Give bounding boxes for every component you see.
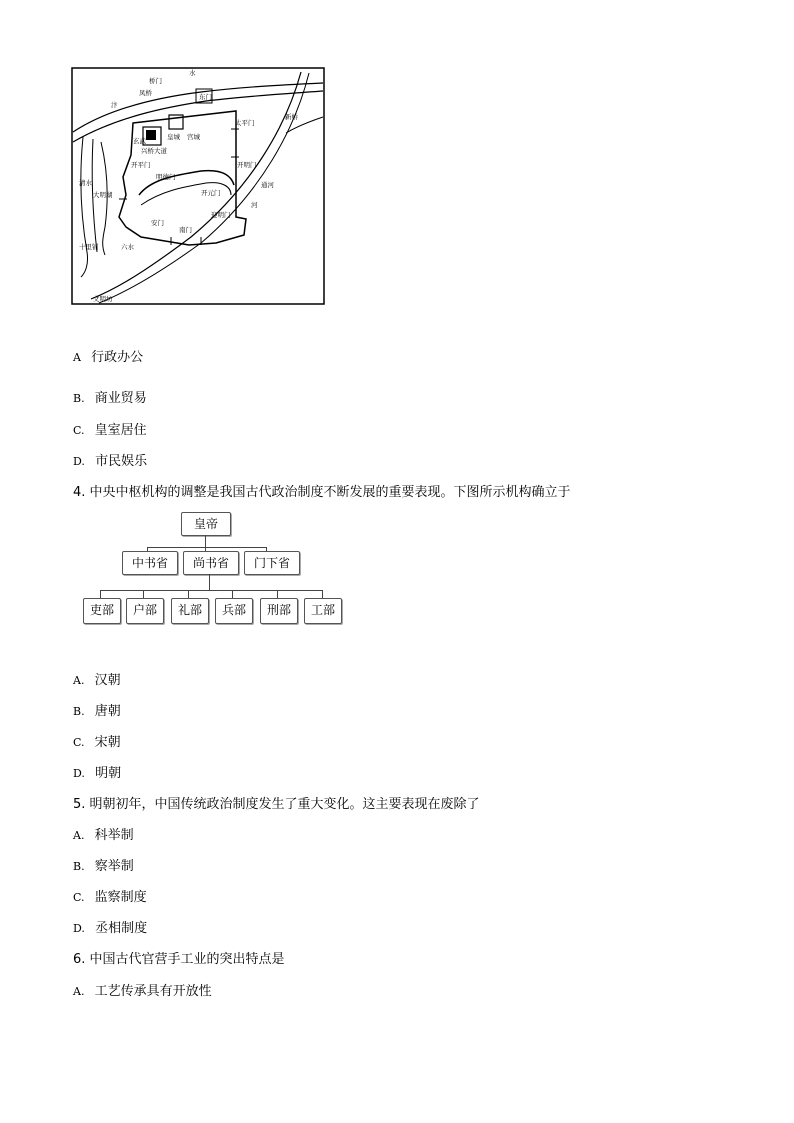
org-zhongshu: 中书省 <box>122 551 178 575</box>
q3-option-c[interactable] <box>73 423 147 439</box>
map-label-tianmen: 桥门 <box>149 77 162 85</box>
map-label-shiyu: 十里铺 <box>79 243 99 251</box>
option-text: 市民娱乐 <box>95 454 148 469</box>
option-label: A. <box>73 674 85 687</box>
org-bingbu: 兵部 <box>215 598 253 624</box>
map-label-fengmen: 凤桥 <box>139 89 152 97</box>
q3-option-b[interactable] <box>73 391 147 407</box>
option-label: C. <box>73 891 85 904</box>
option-text: 汉朝 <box>94 673 121 688</box>
q6-option-a[interactable] <box>73 984 212 1000</box>
map-label-xinqiao: 新桥 <box>285 113 298 121</box>
map-label-mingde: 明德门 <box>156 173 176 181</box>
map-label-xuanwu: 玄武 <box>133 137 146 145</box>
option-label: B. <box>73 392 85 405</box>
org-emperor: 皇帝 <box>181 512 231 536</box>
map-label-dongmen: 东门 <box>199 93 212 101</box>
map-label-wenming: 文明坊 <box>93 295 113 303</box>
option-label: C. <box>73 424 85 437</box>
q3-option-a[interactable] <box>73 350 143 366</box>
map-label-taiping: 太平门 <box>235 119 255 127</box>
option-text: 唐朝 <box>94 704 121 719</box>
map-label-tonghe: 通河 <box>261 181 274 189</box>
q5-option-d[interactable] <box>73 921 147 937</box>
org-libu-personnel: 吏部 <box>83 598 121 624</box>
option-text: 丞相制度 <box>95 921 148 936</box>
org-shangshu: 尚书省 <box>183 551 239 575</box>
q5-option-a[interactable] <box>73 828 134 844</box>
q4-option-a[interactable] <box>73 673 121 689</box>
map-label-bian: 汴 <box>111 101 118 109</box>
q5-stem: 5. 明朝初年，中国传统政治制度发生了重大变化。这主要表现在废除了 <box>73 797 480 812</box>
option-text: 工艺传承具有开放性 <box>94 984 212 999</box>
option-text: 皇室居住 <box>94 423 147 438</box>
q5-option-b[interactable] <box>73 859 134 875</box>
option-label: D. <box>73 455 85 468</box>
q4-option-c[interactable] <box>73 735 121 751</box>
option-label: C. <box>73 736 85 749</box>
map-label-shui: 水 <box>189 69 196 77</box>
map-label-nanmen: 南门 <box>179 226 192 234</box>
option-label: A <box>73 351 81 364</box>
map-label-gongcheng: 宫城 <box>187 133 200 141</box>
map-label-kaiping: 开平门 <box>131 161 151 169</box>
org-gongbu: 工部 <box>304 598 342 624</box>
option-text: 明朝 <box>95 766 122 781</box>
option-text: 宋朝 <box>94 735 121 750</box>
map-label-daming: 大明湖 <box>93 191 113 199</box>
option-label: D. <box>73 767 85 780</box>
map-label-kaiyuan: 开元门 <box>201 189 221 197</box>
map-label-he: 河 <box>251 201 258 209</box>
option-label: D. <box>73 922 85 935</box>
map-label-huangcheng: 皇城 <box>167 133 180 141</box>
q4-option-b[interactable] <box>73 704 121 720</box>
map-label-kaiming: 开明门 <box>237 161 257 169</box>
org-menxia: 门下省 <box>244 551 300 575</box>
org-xingbu: 刑部 <box>260 598 298 624</box>
q3-option-d[interactable] <box>73 454 147 470</box>
q6-stem: 6. 中国古代官营手工业的突出特点是 <box>73 952 285 967</box>
q4-option-d[interactable] <box>73 766 121 782</box>
option-label: B. <box>73 860 85 873</box>
option-label: A. <box>73 985 85 998</box>
option-label: A. <box>73 829 85 842</box>
city-map-figure <box>71 67 325 305</box>
option-text: 行政办公 <box>91 350 144 365</box>
map-label-xingqiao: 兴桥大道 <box>141 147 167 155</box>
q5-option-c[interactable] <box>73 890 147 906</box>
option-text: 监察制度 <box>94 890 147 905</box>
org-chart <box>80 510 345 628</box>
map-label-liuhe: 六水 <box>121 243 134 251</box>
map-label-qingtian: 清水 <box>79 179 92 187</box>
map-label-anmen: 安门 <box>151 219 164 227</box>
org-hubu: 户部 <box>126 598 164 624</box>
option-text: 科举制 <box>94 828 134 843</box>
q4-stem: 4. 中央中枢机构的调整是我国古代政治制度不断发展的重要表现。下图所示机构确立于 <box>73 485 571 500</box>
option-text: 商业贸易 <box>94 391 147 406</box>
option-label: B. <box>73 705 85 718</box>
map-label-yingming: 迎明门 <box>211 211 231 219</box>
option-text: 察举制 <box>94 859 134 874</box>
org-libu-rites: 礼部 <box>171 598 209 624</box>
